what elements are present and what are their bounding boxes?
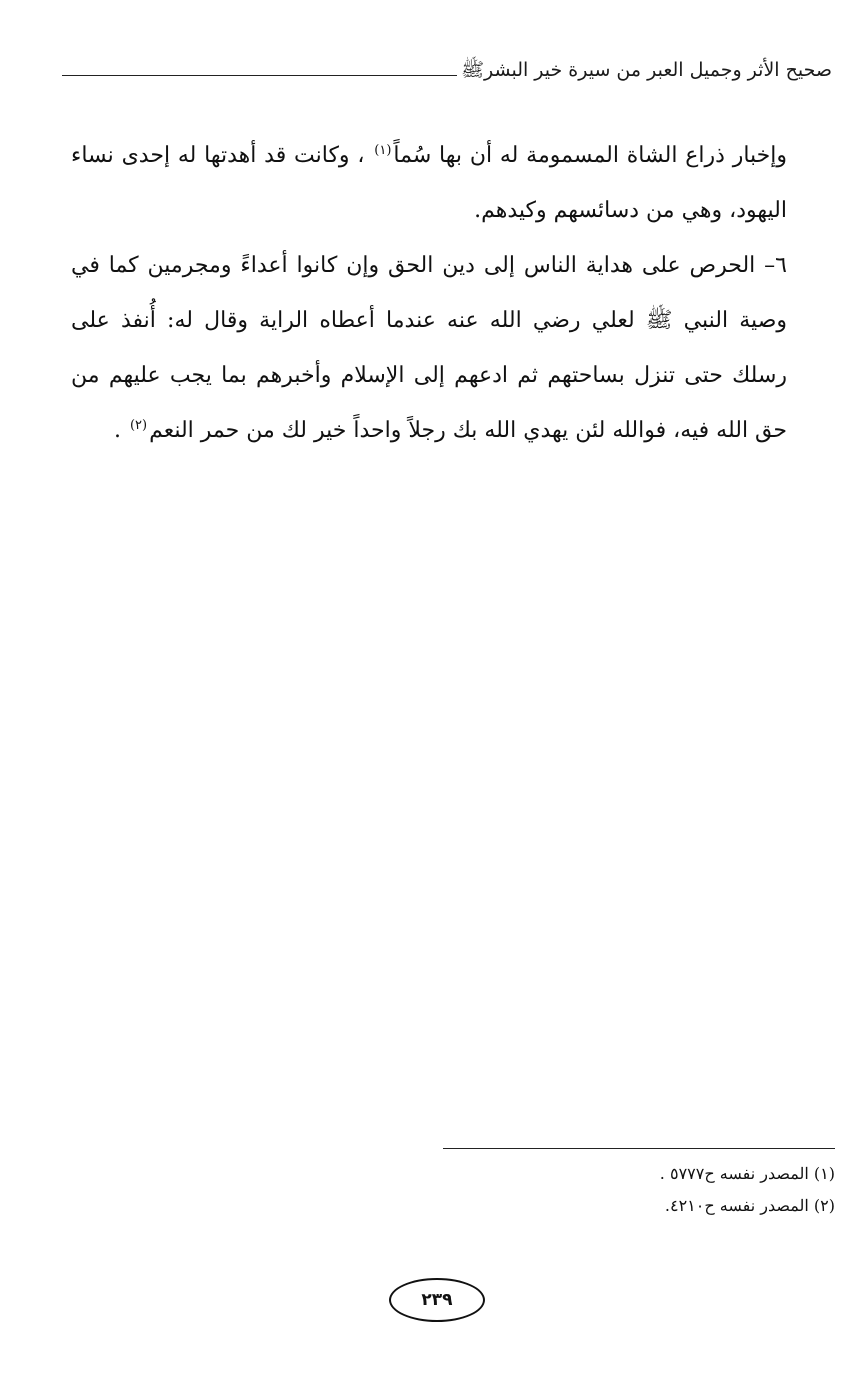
paragraph-1-continuation: ، وكانت قد أهدتها له إحدى نساء اليهود، وهي من دسائسهم وكيدهم. (71, 143, 787, 223)
footnote-2-text: المصدر نفسه ح٤٢١٠. (664, 1196, 809, 1215)
footnote-separator (443, 1148, 835, 1149)
footnote-2 (335, 1190, 835, 1222)
footnote-1-text: المصدر نفسه ح٥٧٧٧ . (659, 1164, 809, 1183)
paragraph-1-text: وإخبار ذراع الشاة المسمومة له أن بها سُماً (393, 143, 788, 168)
paragraph-1 (71, 128, 787, 238)
page-number-oval (389, 1278, 485, 1322)
footnote-1 (335, 1158, 835, 1190)
list-number-6: ٦– (764, 253, 787, 278)
list-item-6-end: . (113, 418, 121, 443)
footnote-2-marker: (٢) (813, 1196, 835, 1215)
page-number: ٢٣٩ (421, 1290, 453, 1310)
list-item-6 (71, 238, 787, 458)
footnote-ref-1: (١) (374, 142, 392, 158)
list-item-6-text: الحرص على هداية الناس إلى دين الحق وإن كانوا أعداءً ومجرمين كما في وصية النبي ﷺ لعلي رضي الله عنه عندما أعطاه الراية وقال له: أُنفذ على رسلك حتى تنزل بساحتهم ثم ادعهم إلى الإسلام وأخبرهم بما يجب عليهم من حق الله فيه، فوالله لئن يهدي الله بك رجلاً واحداً خير لك من حمر النعم (71, 253, 787, 443)
book-title: صحيح الأثر وجميل العبر من سيرة خير البشرﷺ (457, 58, 832, 82)
footnote-ref-2: (٢) (129, 417, 148, 433)
running-header (62, 58, 832, 86)
footnote-1-marker: (١) (813, 1164, 835, 1183)
main-text (71, 128, 787, 458)
footnotes (335, 1158, 835, 1222)
